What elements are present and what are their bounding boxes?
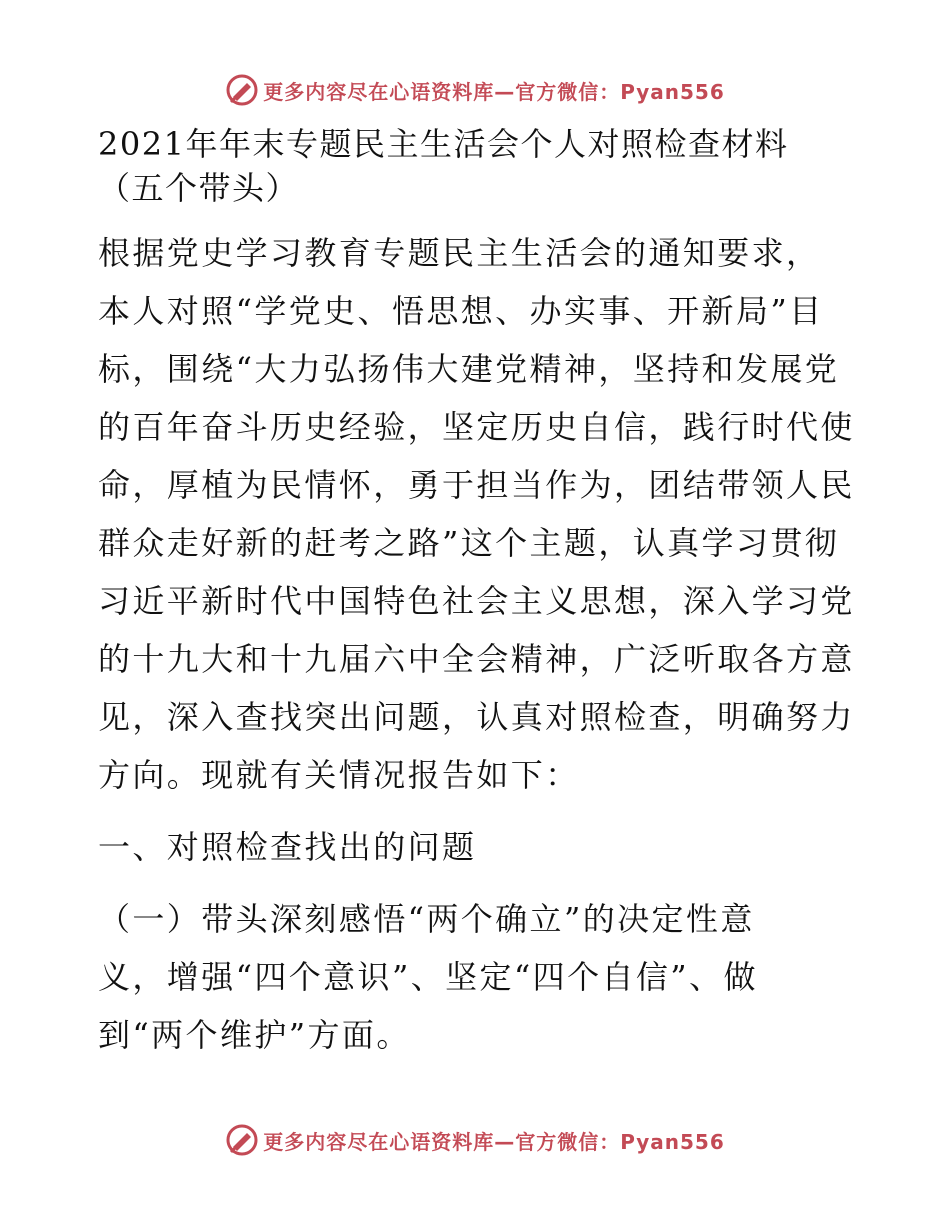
subsection-line: （一）带头深刻感悟“两个确立”的决定性意	[98, 900, 755, 938]
pen-logo-icon	[225, 1123, 259, 1157]
intro-paragraph	[98, 224, 858, 804]
intro-line: 群众走好新的赶考之路”这个主题，认真学习贯彻	[98, 524, 840, 562]
watermark-text-top: 更多内容尽在心语资料库—官方微信：Pyan556	[263, 79, 725, 104]
subsection-paragraph	[98, 890, 858, 1064]
intro-line: 的百年奋斗历史经验，坚定历史自信，践行时代使	[98, 408, 855, 446]
subsection-line: 义，增强“四个意识”、坚定“四个自信”、做	[98, 958, 758, 996]
intro-line: 本人对照“学党史、悟思想、办实事、开新局”目	[98, 292, 824, 330]
subsection-line: 到“两个维护”方面。	[98, 1016, 411, 1054]
section-heading: 一、对照检查找出的问题	[98, 828, 477, 866]
document-title-line-2: （五个带头）	[98, 169, 300, 207]
document-title-line-1: 2021年年末专题民主生活会个人对照检查材料	[98, 125, 789, 163]
intro-line: 方向。现就有关情况报告如下：	[98, 756, 580, 794]
watermark-text-bottom: 更多内容尽在心语资料库—官方微信：Pyan556	[263, 1129, 725, 1154]
document-body	[98, 122, 858, 1064]
intro-line: 习近平新时代中国特色社会主义思想，深入学习党	[98, 582, 855, 620]
intro-line: 根据党史学习教育专题民主生活会的通知要求，	[98, 234, 821, 272]
intro-line: 的十九大和十九届六中全会精神，广泛听取各方意	[98, 640, 855, 678]
intro-line: 见，深入查找突出问题，认真对照检查，明确努力	[98, 698, 855, 736]
intro-line: 命，厚植为民情怀，勇于担当作为，团结带领人民	[98, 466, 855, 504]
pen-logo-icon	[225, 73, 259, 107]
watermark-banner-top	[0, 70, 950, 110]
watermark-banner-bottom	[0, 1120, 950, 1160]
intro-line: 标，围绕“大力弘扬伟大建党精神，坚持和发展党	[98, 350, 840, 388]
